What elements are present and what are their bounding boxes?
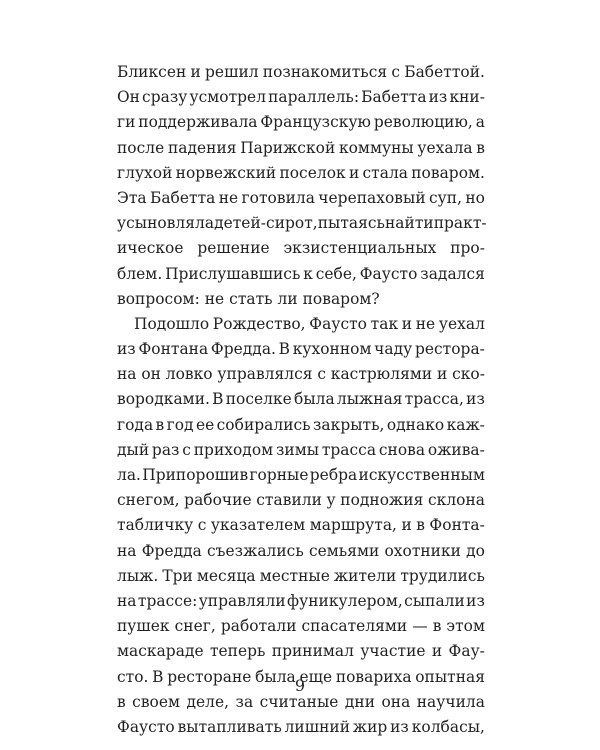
text-line: на Фредда съезжались семьями охотники до bbox=[117, 541, 485, 560]
text-line: после падения Парижской коммуны уехала в bbox=[117, 138, 485, 157]
text-line: дый раз с приходом зимы трасса снова ожива- bbox=[117, 440, 485, 459]
text-line: Фаусто вытапливать лишний жир из колбасы, bbox=[117, 717, 485, 736]
text-line: в своем деле, за считаные дни она научила bbox=[117, 692, 485, 711]
text-line: на он ловко управлялся с кастрюлями и ско- bbox=[117, 365, 485, 384]
text-line: ги поддерживала Французскую революцию, а bbox=[117, 113, 485, 132]
text-line: года в год ее собирались закрыть, однако каж- bbox=[117, 415, 485, 434]
text-line: из Фонтана Фредда. В кухонном чаду рестора- bbox=[117, 340, 485, 359]
text-line: табличку с указателем маршрута, и в Фонта- bbox=[117, 516, 485, 535]
body-text bbox=[117, 60, 485, 740]
text-line: лыж. Три месяца местные жители трудились bbox=[117, 566, 485, 585]
page-number: 9 bbox=[294, 676, 306, 695]
text-line: ла. Припорошив горные ребра искусственным bbox=[117, 466, 485, 484]
text-line: Бликсен и решил познакомиться с Бабеттой. bbox=[117, 63, 485, 81]
text-line: на трассе: управляли фуникулером, сыпали из bbox=[117, 591, 485, 610]
text-line: снегом, рабочие ставили у подножия склона bbox=[117, 491, 485, 510]
text-line: вопросом: не стать ли поваром? bbox=[117, 289, 380, 308]
text-line: маскараде теперь принимал участие и Фау- bbox=[117, 642, 485, 661]
text-line: глухой норвежский поселок и стала поваром. bbox=[117, 163, 485, 182]
text-line: пушек снег, работали спасателями — в этом bbox=[117, 617, 485, 636]
text-line: усыновляла детей-сирот, пытаясь найти практ- bbox=[117, 214, 487, 233]
text-line: Он сразу усмотрел параллель: Бабетта из кни- bbox=[117, 88, 485, 107]
text-line: сто. В ресторане была еще повариха опытная bbox=[117, 667, 485, 686]
text-line: Эта Бабетта не готовила черепаховый суп, но bbox=[117, 188, 485, 207]
text-line: Подошло Рождество, Фаусто так и не уехал bbox=[134, 314, 485, 333]
text-line: блем. Прислушавшись к себе, Фаусто задался bbox=[117, 264, 485, 283]
text-line: ическое решение экзистенциальных про- bbox=[117, 239, 485, 258]
text-line: вородками. В поселке была лыжная трасса, из bbox=[117, 390, 485, 409]
